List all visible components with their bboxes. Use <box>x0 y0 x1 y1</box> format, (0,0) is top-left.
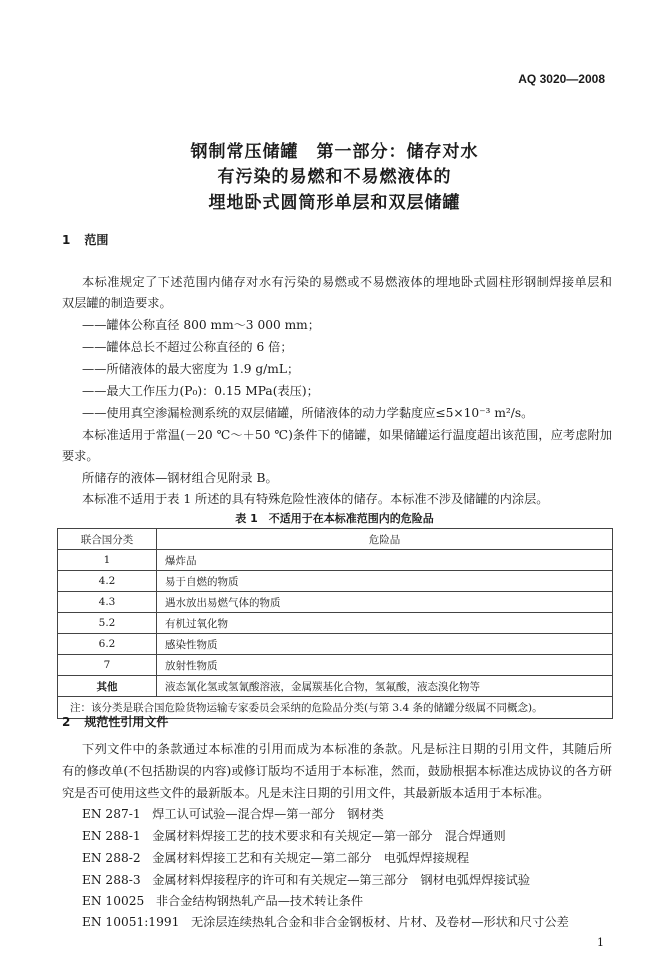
reference-title: 焊工认可试验—混合焊—第一部分 钢材类 <box>152 807 384 821</box>
hazard-name: 易于自燃的物质 <box>157 571 613 592</box>
reference-item <box>82 872 530 888</box>
hazard-name: 感染性物质 <box>157 634 613 655</box>
reference-code: EN 288-3 <box>82 873 141 887</box>
reference-code: EN 10025 <box>82 894 145 908</box>
table-row <box>58 634 613 655</box>
section-title: 范围 <box>84 233 109 247</box>
reference-item <box>82 828 506 844</box>
paragraph-line: 有的修改单(不包括勘误的内容)或修订版均不适用于本标准，然而，鼓励根据本标准达成协议的各方研 <box>62 764 612 778</box>
reference-title: 金属材料焊接工艺和有关规定—第二部分 电弧焊焊接规程 <box>152 851 470 865</box>
list-item: ——使用真空渗漏检测系统的双层储罐，所储液体的动力学黏度应≤5×10⁻³ m²/s。 <box>82 406 534 420</box>
section-title: 规范性引用文件 <box>84 715 169 729</box>
hazard-name: 液态氰化氢或氢氰酸溶液，金属羰基化合物，氢氟酸，液态溴化物等 <box>157 676 613 697</box>
reference-title: 金属材料焊接程序的许可和有关规定—第三部分 钢材电弧焊焊接试验 <box>152 873 531 887</box>
table-row <box>58 676 613 697</box>
reference-item <box>82 806 384 822</box>
title-line-2: 有污染的易燃和不易燃液体的 <box>217 167 452 187</box>
paragraph-line: 要求。 <box>62 449 99 463</box>
table-note: 注：该分类是联合国危险货物运输专家委员会采纳的危险品分类(与第 3.4 条的储罐分级属不同概念)。 <box>58 697 613 719</box>
paragraph-line: 本标准适用于常温(－20 ℃～＋50 ℃)条件下的储罐，如果储罐运行温度超出该范围，应考虑附加 <box>82 428 612 442</box>
section-2-heading <box>62 713 182 730</box>
reference-code: EN 288-2 <box>82 851 141 865</box>
reference-code: EN 287-1 <box>82 807 141 821</box>
title-line-3: 埋地卧式圆筒形单层和双层储罐 <box>208 193 461 213</box>
title-line-1: 钢制常压储罐 第一部分：储存对水 <box>190 142 479 162</box>
list-item: ——罐体公称直径 800 mm～3 000 mm； <box>82 318 320 332</box>
table-row <box>58 613 613 634</box>
reference-code: EN 10051:1991 <box>82 915 180 929</box>
hazard-name: 遇水放出易燃气体的物质 <box>157 592 613 613</box>
paragraph-line: 双层罐的制造要求。 <box>62 296 172 310</box>
paragraph-line: 所储存的液体—钢材组合见附录 B。 <box>82 471 278 485</box>
table-caption: 表 1 不适用于在本标准范围内的危险品 <box>235 512 434 525</box>
list-item: ——罐体总长不超过公称直径的 6 倍； <box>82 340 293 354</box>
column-header: 联合国分类 <box>58 529 157 550</box>
reference-title: 无涂层连续热轧合金和非合金钢板材、片材、及卷材—形状和尺寸公差 <box>190 915 569 929</box>
table-header-row <box>58 529 613 550</box>
un-class: 4.2 <box>58 571 157 592</box>
hazard-table <box>57 528 613 719</box>
table-row <box>58 550 613 571</box>
paragraph-line: 下列文件中的条款通过本标准的引用而成为本标准的条款。凡是标注日期的引用文件，其随后所 <box>82 742 612 756</box>
list-item: ——最大工作压力(P₀)：0.15 MPa(表压)； <box>82 384 319 398</box>
reference-item <box>82 914 569 930</box>
hazard-name: 爆炸品 <box>157 550 613 571</box>
un-class: 7 <box>58 655 157 676</box>
section-number: 2 <box>62 715 71 729</box>
page-number: 1 <box>597 936 604 949</box>
un-class: 5.2 <box>58 613 157 634</box>
un-class: 其他 <box>58 676 157 697</box>
paragraph-line: 究是否可使用这些文件的最新版本。凡是未注日期的引用文件，其最新版本适用于本标准。 <box>62 786 550 800</box>
column-header: 危险品 <box>157 529 613 550</box>
table-row <box>58 592 613 613</box>
reference-title: 非合金结构钢热轧产品—技术转让条件 <box>155 894 364 908</box>
un-class: 6.2 <box>58 634 157 655</box>
un-class: 1 <box>58 550 157 571</box>
hazard-name: 放射性物质 <box>157 655 613 676</box>
section-1-heading <box>62 231 122 248</box>
table-row <box>58 655 613 676</box>
reference-code: EN 288-1 <box>82 829 141 843</box>
table-row <box>58 571 613 592</box>
section-number: 1 <box>62 233 71 247</box>
reference-title: 金属材料焊接工艺的技术要求和有关规定—第一部分 混合焊通则 <box>152 829 506 843</box>
reference-item <box>82 850 469 866</box>
reference-item <box>82 893 363 909</box>
paragraph-line: 本标准规定了下述范围内储存对水有污染的易燃或不易燃液体的埋地卧式圆柱形钢制焊接单层和 <box>82 275 612 289</box>
hazard-name: 有机过氧化物 <box>157 613 613 634</box>
un-class: 4.3 <box>58 592 157 613</box>
standard-number: AQ 3020—2008 <box>518 72 605 86</box>
list-item: ——所储液体的最大密度为 1.9 g/mL； <box>82 362 300 376</box>
paragraph-line: 本标准不适用于表 1 所述的具有特殊危险性液体的储存。本标准不涉及储罐的内涂层。 <box>82 492 549 506</box>
